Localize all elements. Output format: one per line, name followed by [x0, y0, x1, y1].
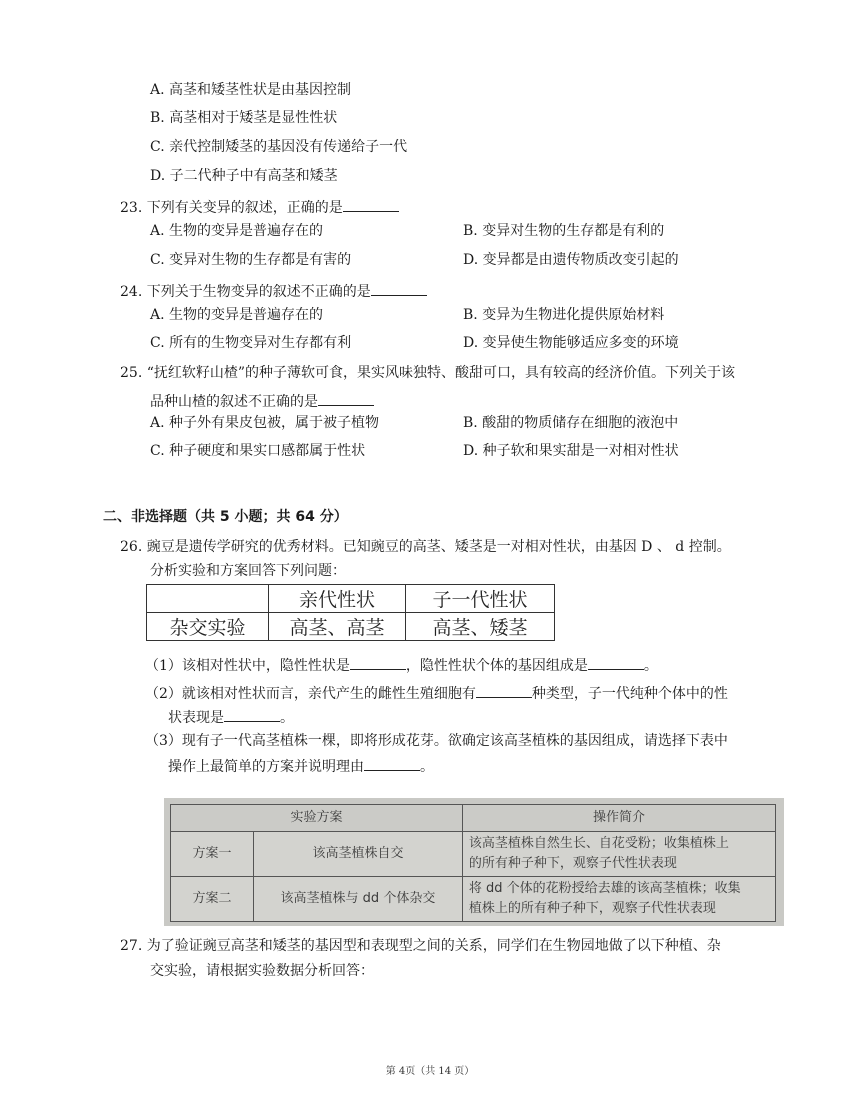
q26-sub2-text-line2: 状表现是 — [168, 710, 224, 726]
plan-desc-line: 植株上的所有种子种下，观察子代性状表现 — [468, 901, 716, 916]
answer-blank — [371, 281, 427, 296]
q26-sub3-text-line2: 操作上最简单的方案并说明理由 — [168, 759, 364, 775]
answer-blank — [350, 655, 406, 670]
q26-stem-line1: 26. 豌豆是遗传学研究的优秀材料。已知豌豆的高茎、矮茎是一对相对性状，由基因 D 、 d 控制。 — [120, 539, 731, 555]
table-header-f1: 子一代性状 — [406, 585, 555, 613]
q25-stem-text: 品种山楂的叙述不正确的是 — [150, 394, 318, 410]
q26-sub1-text-b: ，隐性性状个体的基因组成是 — [405, 658, 588, 674]
q26-stem-line2: 分析实验和方案回答下列问题： — [150, 563, 346, 579]
q22-option-b: B. 高茎相对于矮茎是显性性状 — [150, 110, 338, 126]
q26-sub1-text-a: （1）该相对性状中，隐性性状是 — [145, 658, 350, 674]
table-cell — [147, 585, 269, 613]
table-row — [171, 832, 776, 877]
q26-sub2 — [145, 683, 728, 703]
table-cell-experiment: 杂交实验 — [147, 613, 269, 641]
q26-sub2-text-a: （2）就该相对性状而言，亲代产生的雌性生殖细胞有 — [145, 686, 476, 702]
q25-option-b: B. 酸甜的物质储存在细胞的液泡中 — [463, 415, 679, 431]
q25-option-d: D. 种子软和果实甜是一对相对性状 — [463, 443, 679, 459]
q24-option-d: D. 变异使生物能够适应多变的环境 — [463, 335, 679, 351]
q26-sub2-line2 — [168, 707, 294, 727]
table-row — [147, 613, 555, 641]
table-header-parent: 亲代性状 — [269, 585, 406, 613]
q23-option-b: B. 变异对生物的生存都是有利的 — [463, 223, 665, 239]
plan-table-header — [171, 805, 776, 832]
plan-desc-line: 将 dd 个体的花粉授给去雄的该高茎植株；收集 — [468, 881, 741, 896]
plan-method: 该高茎植株自交 — [254, 832, 463, 877]
q26-sub1-text-c: 。 — [643, 658, 658, 674]
q25-option-a: A. 种子外有果皮包被，属于被子植物 — [150, 415, 380, 431]
q23-option-d: D. 变异都是由遗传物质改变引起的 — [463, 252, 679, 268]
answer-blank — [364, 756, 420, 771]
plan-desc-line: 该高茎植株自然生长、自花受粉；收集植株上 — [468, 836, 729, 851]
plan-desc — [462, 832, 775, 877]
q26-sub3-text-c: 。 — [420, 759, 434, 775]
q24-option-a: A. 生物的变异是普遍存在的 — [150, 307, 324, 323]
q25-stem-line1: 25. “抚红软籽山楂”的种子薄软可食，果实风味独特、酸甜可口，具有较高的经济价值。下列关于该 — [120, 365, 736, 381]
q26-sub1 — [145, 655, 658, 675]
table-header-row — [147, 585, 555, 613]
q23-option-a: A. 生物的变异是普遍存在的 — [150, 223, 324, 239]
q24-stem — [120, 281, 427, 301]
q23-stem — [120, 197, 399, 217]
plan-table — [170, 804, 776, 922]
answer-blank — [318, 391, 374, 406]
answer-blank — [224, 707, 280, 722]
q26-sub3-line1: （3）现有子一代高茎植株一棵，即将形成花芽。欲确定该高茎植株的基因组成，请选择下表中 — [145, 733, 728, 749]
plan-table-image — [164, 798, 784, 926]
plan-name: 方案一 — [171, 832, 254, 877]
cross-experiment-table — [146, 584, 555, 641]
q22-option-a: A. 高茎和矮茎性状是由基因控制 — [150, 82, 352, 98]
page-footer: 第 4页（共 14 页） — [385, 1066, 475, 1077]
plan-desc-line: 的所有种子种下，观察子代性状表现 — [468, 856, 677, 871]
q24-option-c: C. 所有的生物变异对生存都有利 — [150, 335, 352, 351]
answer-blank — [476, 683, 532, 698]
plan-name: 方案二 — [171, 877, 254, 922]
q26-sub2-text-b: 种类型，子一代纯种个体中的性 — [531, 686, 728, 702]
q26-sub2-text-c: 。 — [280, 710, 294, 726]
q22-option-c: C. 亲代控制矮茎的基因没有传递给子一代 — [150, 139, 408, 155]
plan-header-scheme: 实验方案 — [171, 805, 463, 832]
q22-option-d: D. 子二代种子中有高茎和矮茎 — [150, 168, 338, 184]
table-row — [171, 877, 776, 922]
q23-option-c: C. 变异对生物的生存都是有害的 — [150, 252, 352, 268]
plan-method: 该高茎植株与 dd 个体杂交 — [254, 877, 463, 922]
plan-desc — [462, 877, 775, 922]
q26-sub3-line2 — [168, 756, 434, 776]
q25-stem-line2 — [150, 391, 374, 411]
q24-stem-text: 24. 下列关于生物变异的叙述不正确的是 — [120, 284, 371, 300]
table-cell-parent-trait: 高茎、高茎 — [269, 613, 406, 641]
q24-option-b: B. 变异为生物进化提供原始材料 — [463, 307, 665, 323]
q27-stem-line1: 27. 为了验证豌豆高茎和矮茎的基因型和表现型之间的关系，同学们在生物园地做了以下种植、杂 — [120, 938, 721, 954]
q27-stem-line2: 交实验，请根据实验数据分析回答： — [150, 963, 374, 979]
q25-option-c: C. 种子硬度和果实口感都属于性状 — [150, 443, 366, 459]
q23-stem-text: 23. 下列有关变异的叙述，正确的是 — [120, 200, 343, 216]
table-cell-f1-trait: 高茎、矮茎 — [406, 613, 555, 641]
answer-blank — [343, 197, 399, 212]
plan-header-operation: 操作简介 — [462, 805, 775, 832]
section-2-title: 二、非选择题（共 5 小题；共 64 分） — [103, 509, 348, 525]
answer-blank — [588, 655, 644, 670]
